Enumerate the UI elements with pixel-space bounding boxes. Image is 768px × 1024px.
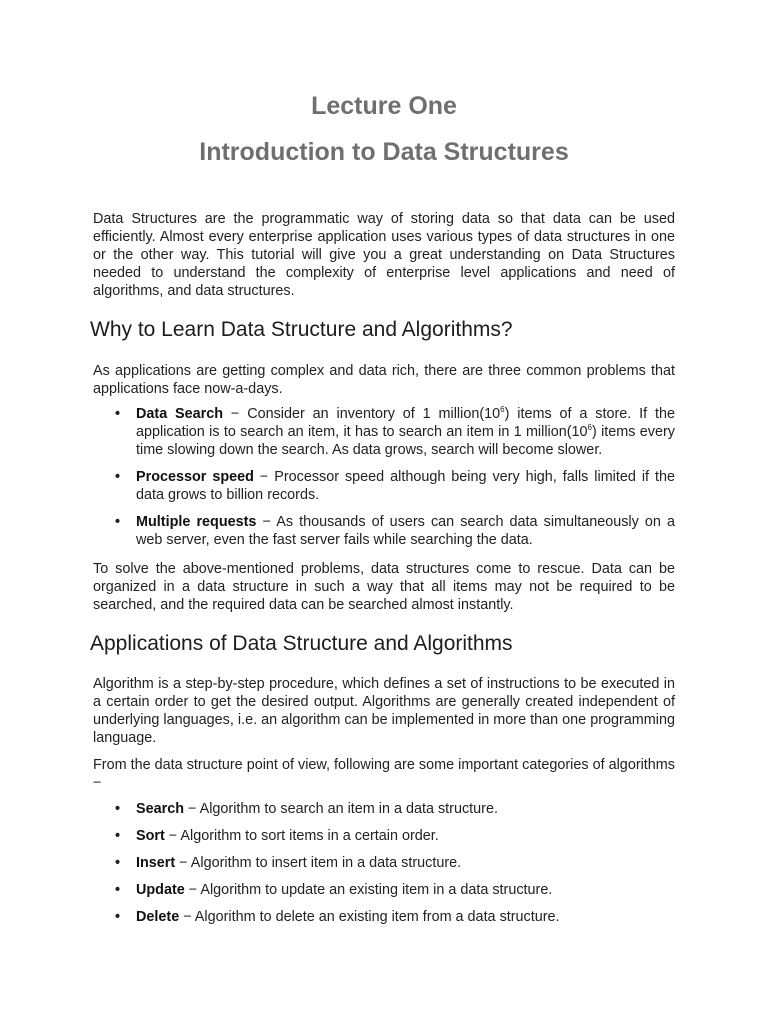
bullet-term: Multiple requests — [136, 514, 257, 530]
section1-heading: Why to Learn Data Structure and Algorithms? — [90, 318, 513, 341]
section1-bullet-list — [93, 405, 675, 558]
bullet-icon: • — [115, 828, 121, 844]
bullet-icon: • — [115, 406, 121, 422]
doc-title: Lecture One — [311, 92, 457, 120]
bullet-text: − Algorithm to delete an existing item from a data structure. — [179, 909, 560, 925]
bullet-text: ) items of a store. If the application is to search an item, it has to search an item in 1 million(10 — [136, 406, 675, 440]
superscript: 6 — [587, 423, 592, 433]
list-item — [93, 513, 675, 549]
bullet-text: − Algorithm to sort items in a certain order. — [164, 828, 439, 844]
bullet-text: − Algorithm to search an item in a data structure. — [184, 801, 498, 817]
list-item — [93, 881, 675, 899]
list-item — [93, 827, 675, 845]
list-item — [93, 854, 675, 872]
bullet-text: − As thousands of users can search data simultaneously on a web server, even the fast server fails while searching the data. — [136, 514, 675, 548]
list-item — [93, 800, 675, 818]
section1-paragraph-2: To solve the above-mentioned problems, data structures come to rescue. Data can be organized in a data structure in such a way that all items may not be required to be searched, and the required data can be searched almost instantly. — [93, 561, 675, 613]
bullet-term: Data Search — [136, 406, 224, 422]
section2-heading: Applications of Data Structure and Algorithms — [90, 632, 513, 655]
bullet-term: Search — [136, 801, 184, 817]
list-item — [93, 405, 675, 459]
superscript: 6 — [500, 405, 505, 415]
bullet-text: − Processor speed although being very high, falls limited if the data grows to billion records. — [136, 469, 675, 503]
bullet-term: Delete — [136, 909, 180, 925]
bullet-term: Processor speed — [136, 469, 254, 485]
bullet-icon: • — [115, 514, 121, 530]
list-item — [93, 908, 675, 926]
bullet-text: − Consider an inventory of 1 million(10 — [223, 406, 501, 422]
list-item — [93, 468, 675, 504]
bullet-text: ) items every time slowing down the search. As data grows, search will become slower. — [136, 424, 675, 458]
section1-paragraph-1: As applications are getting complex and data rich, there are three common problems that applications face now-a-days. — [93, 363, 675, 397]
bullet-icon: • — [115, 909, 121, 925]
bullet-term: Sort — [136, 828, 165, 844]
bullet-icon: • — [115, 469, 121, 485]
doc-subtitle: Introduction to Data Structures — [199, 138, 569, 166]
section2-paragraph-1: Algorithm is a step-by-step procedure, which defines a set of instructions to be executed in a certain order to get the desired output. Algorithms are generally created independent of underlying languages, i.e. an algorithm can be implemented in more than one programming language. — [93, 676, 675, 746]
section2-paragraph-2: From the data structure point of view, following are some important categories of algorithms − — [93, 757, 675, 791]
bullet-term: Insert — [136, 855, 176, 871]
section2-bullet-list — [93, 800, 675, 935]
bullet-icon: • — [115, 801, 121, 817]
bullet-text: − Algorithm to update an existing item in a data structure. — [184, 882, 553, 898]
intro-paragraph: Data Structures are the programmatic way of storing data so that data can be used efficiently. Almost every enterprise application uses various types of data structures in one or the other way. This tutorial will give you a great understanding on Data Structures needed to understand the complexity of enterprise level applications and need of algorithms, and data structures. — [93, 211, 675, 299]
bullet-term: Update — [136, 882, 185, 898]
bullet-icon: • — [115, 855, 121, 871]
bullet-icon: • — [115, 882, 121, 898]
bullet-text: − Algorithm to insert item in a data structure. — [175, 855, 462, 871]
